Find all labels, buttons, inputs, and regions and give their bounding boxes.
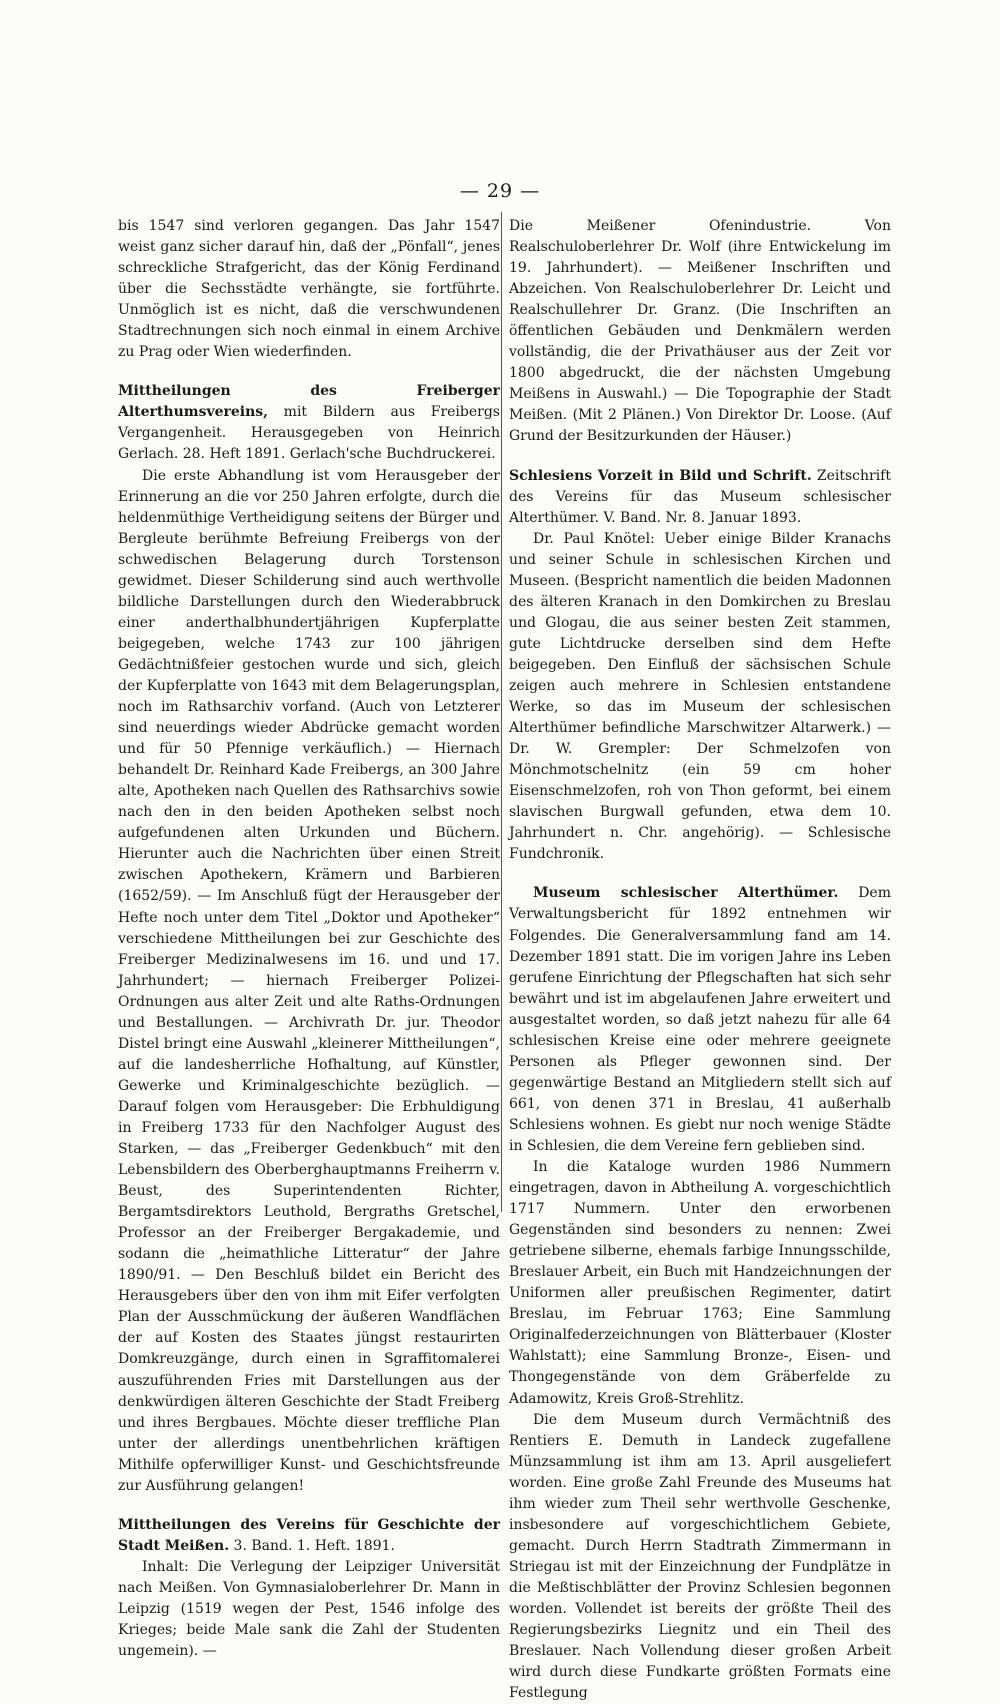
entry-text: Zeitschrift des Vereins für das Museum schlesischer Alterthümer. V. Band. Nr. 8. Januar 1893. [509,467,891,526]
paragraph-text: In die Kataloge wurden 1986 Nummern eingetragen, davon in Abtheilung A. vorgeschichtlich 1717 Nummern. Unter den erworbenen Gegenständen sind besonders zu nennen: Zwei getriebene silberne, ehemals farbige Innungsschilde, Breslauer Arbeit, ein Buch mit Handzeichnungen der Uniformen aller preußischen Regimenter, datirt Breslau, im Februar 1763; Eine Sammlung Originalfederzeichnungen von Blätterbauer (Kloster Wahlstatt); eine Sammlung Bronze-, Eisen- und Thongegenstände von dem Gräberfelde zu Adamowitz, Kreis Groß-Strehlitz. [509,1159,891,1407]
paragraph-text: Die Meißener Ofenindustrie. Von Realschuloberlehrer Dr. Wolf (ihre Entwickelung im 19. Jahrhundert). — Meißener Inschriften und Abzeichen. Von Realschuloberlehrer Dr. Leicht und Realschullehrer Dr. Granz. (Die Inschriften an öffentlichen Gebäuden und Denkmälern werden vollständig, die der Privathäuser aus der Zeit vor 1800 abgedruckt, die der nächsten Umgebung Meißens in Auswahl.) — Die Topographie der Stadt Meißen. (Mit 2 Plänen.) Von Direktor Dr. Loose. (Auf Grund der Besitzurkunden der Häuser.) [509,218,891,445]
review-entry [509,466,891,529]
paragraph [118,216,500,363]
paragraph-text: Dr. Paul Knötel: Ueber einige Bilder Kranachs und seiner Schule in schlesischen Kirchen und Museen. (Bespricht namentlich die beiden Madonnen des älteren Kranach in den Domkirchen zu Breslau und Glogau, die aus seiner besten Zeit stammen, gute Lichtdrucke derselben sind dem Hefte beigegeben. Den Einfluß der sächsischen Schule zeigen auch mehrere in Schlesien entstandene Werke, so das im Museum der schlesischen Alterthümer befindliche Marschwitzer Altarwerk.) — Dr. W. Grempler: Der Schmelzofen von Mönchmotschelnitz (ein 59 cm hoher Eisenschmelzofen, roh von Thon geformt, bei einem slavischen Burgwall gefunden, etwa dem 10. Jahrhundert n. Chr. angehörig). — Schlesische Fundchronik. [509,530,891,863]
entry-heading: Mittheilungen des Freiberger Alterthumsvereins, [118,383,500,421]
page-number: — 29 — [459,180,541,202]
paragraph [509,529,891,866]
paragraph-text: Die erste Abhandlung ist vom Herausgeber der Erinnerung an die vor 250 Jahren erfolgte, durch die heldenmüthige Vertheidigung seitens der Bürger und Bergleute berühmte Befreiung Freibergs von der schwedischen Belagerung durch Torstenson gewidmet. Dieser Schilderung sind auch werthvolle bildliche Darstellungen durch den Wiederabbruck einer anderthalbhundertjährigen Kupferplatte beigegeben, welche 1743 zur 100 jährigen Gedächtnißfeier gestochen wurde und sich, gleich der Kupferplatte von 1643 mit dem Belagerungsplan, noch im Rathsarchiv vorfand. (Auch von Letzterer sind neuerdings wieder Abdrücke gemacht worden und für 50 Pfennige verkäuflich.) — Hiernach behandelt Dr. Reinhard Kade Freibergs, an 300 Jahre alte, Apotheken nach Quellen des Rathsarchivs sowie nach den in den beiden Apotheken selbst noch aufgefundenen alten Urkunden und Büchern. Hierunter auch die Nachrichten über einen Streit zwischen Apothekern, Krämern und Barbieren (1652/59). — Im Anschluß fügt der Herausgeber der Hefte noch unter dem Titel „Doktor und Apotheker“ verschiedene Mittheilungen bei zur Geschichte des Freiberger Medizinalwesens im 16. und und 17. Jahrhundert; — hiernach Freiberger Polizei-Ordnungen aus alter Zeit und alte Raths-Ordnungen und Bestallungen. — Archivrath Dr. jur. Theodor Distel bringt eine Auswahl „kleinerer Mittheilungen“, auf die landesherrliche Hofhaltung, auf Künstler, Gewerke und Kriminalgeschichte bezüglich. — Darauf folgen vom Herausgeber: Die Erbhuldigung in Freiberg 1733 für den Nachfolger August des Starken, — das „Freiberger Gedenkbuch“ mit den Lebensbildern des Oberberghauptmanns Freiherrn v. Beust, des Superintendenten Richter, Bergamtsdirektors Leuthold, Bergraths Gretschel, Professor an der Freiberger Bergakademie, und sodann die „heimathliche Litteratur“ der Jahre 1890/91. — Den Beschluß bildet ein Bericht des Herausgebers über den von ihm mit Eifer verfolgten Plan der Ausschmückung der äußeren Wandflächen der auf Kosten des Staates jüngst restaurirten Domkreuzgänge, durch einen in Sgraffitomalerei auszuführenden Fries mit Darstellungen aus der denkwürdigen älteren Geschichte der Stadt Freiberg und ihres Bergbaues. Möchte dieser treffliche Plan unter der allerdings unentbehrlichen kräftigen Mithilfe opferwilliger Kunst- und Geschichtsfreunde zur Ausführung gelangen! [118,467,500,1494]
right-column [509,216,891,1704]
paragraph [509,1157,891,1410]
review-entry [118,381,500,465]
paragraph [509,216,891,448]
column-divider [501,212,502,1212]
entry-heading: Museum schlesischer Alterthümer. [533,885,839,902]
paragraph [118,466,500,1497]
review-entry [509,883,891,1157]
entry-heading: Schlesiens Vorzeit in Bild und Schrift. [509,467,812,484]
review-entry [118,1515,500,1557]
entry-heading: Mittheilungen des Vereins für Geschichte der Stadt Meißen. [118,1516,500,1554]
paragraph-text: bis 1547 sind verloren gegangen. Das Jahr 1547 weist ganz sicher darauf hin, daß der „Pönfall“, jenes schreckliche Strafgericht, das der König Ferdinand über die Sechsstädte verhängte, sie fortführte. Unmöglich ist es nicht, daß die verschwundenen Stadtrechnungen sich noch einmal in einem Archive zu Prag oder Wien wiederfinden. [118,218,500,361]
paragraph-text: Die dem Museum durch Vermächtniß des Rentiers E. Demuth in Landeck zugefallene Münzsammlung ist ihm am 13. April ausgeliefert worden. Eine große Zahl Freunde des Museums hat ihm wieder zum Theil sehr werthvolle Geschenke, insbesondere auf vorgeschichtlichem Gebiete, gemacht. Durch Herrn Stadtrath Zimmermann in Striegau ist mit der Einzeichnung der Fundplätze in die Meßtischblätter der Provinz Schlesien begonnen worden. Vollendet ist bereits der größte Theil des Regierungsbezirks Liegnitz und ein Theil des Breslauer. Nach Vollendung dieser großen Arbeit wird durch diese Fundkarte größten Formats eine Festlegung [509,1411,891,1702]
entry-text: 3. Band. 1. Heft. 1891. [229,1537,395,1554]
left-column [118,216,500,1662]
paragraph [509,1410,891,1704]
paragraph [118,1557,500,1662]
paragraph-text: Inhalt: Die Verlegung der Leipziger Universität nach Meißen. Von Gymnasialoberlehrer Dr. Mann in Leipzig (1519 wegen der Pest, 1546 infolge des Krieges; beide Male sank die Zahl der Studenten ungemein). — [118,1558,500,1660]
entry-text: Dem Verwaltungsbericht für 1892 entnehmen wir Folgendes. Die Generalversammlung fand am 14. Dezember 1891 statt. Die im vorigen Jahre ins Leben gerufene Einrichtung der Pflegschaften hat sich sehr bewährt und ist im abgelaufenen Jahre erweitert und ausgestaltet worden, so daß jetzt nahezu für alle 64 schlesischen Kreise eine oder mehrere geeignete Personen als Pfleger gewonnen sind. Der gegenwärtige Bestand an Mitgliedern stellt sich auf 661, von denen 371 in Breslau, 41 außerhalb Schlesiens wohnen. Es giebt nur noch wenige Städte in Schlesien, die dem Vereine fern geblieben sind. [509,885,891,1154]
entry-text: mit Bildern aus Freibergs Vergangenheit. Herausgegeben von Heinrich Gerlach. 28. Heft 1891. Gerlach'sche Buchdruckerei. [118,404,500,463]
